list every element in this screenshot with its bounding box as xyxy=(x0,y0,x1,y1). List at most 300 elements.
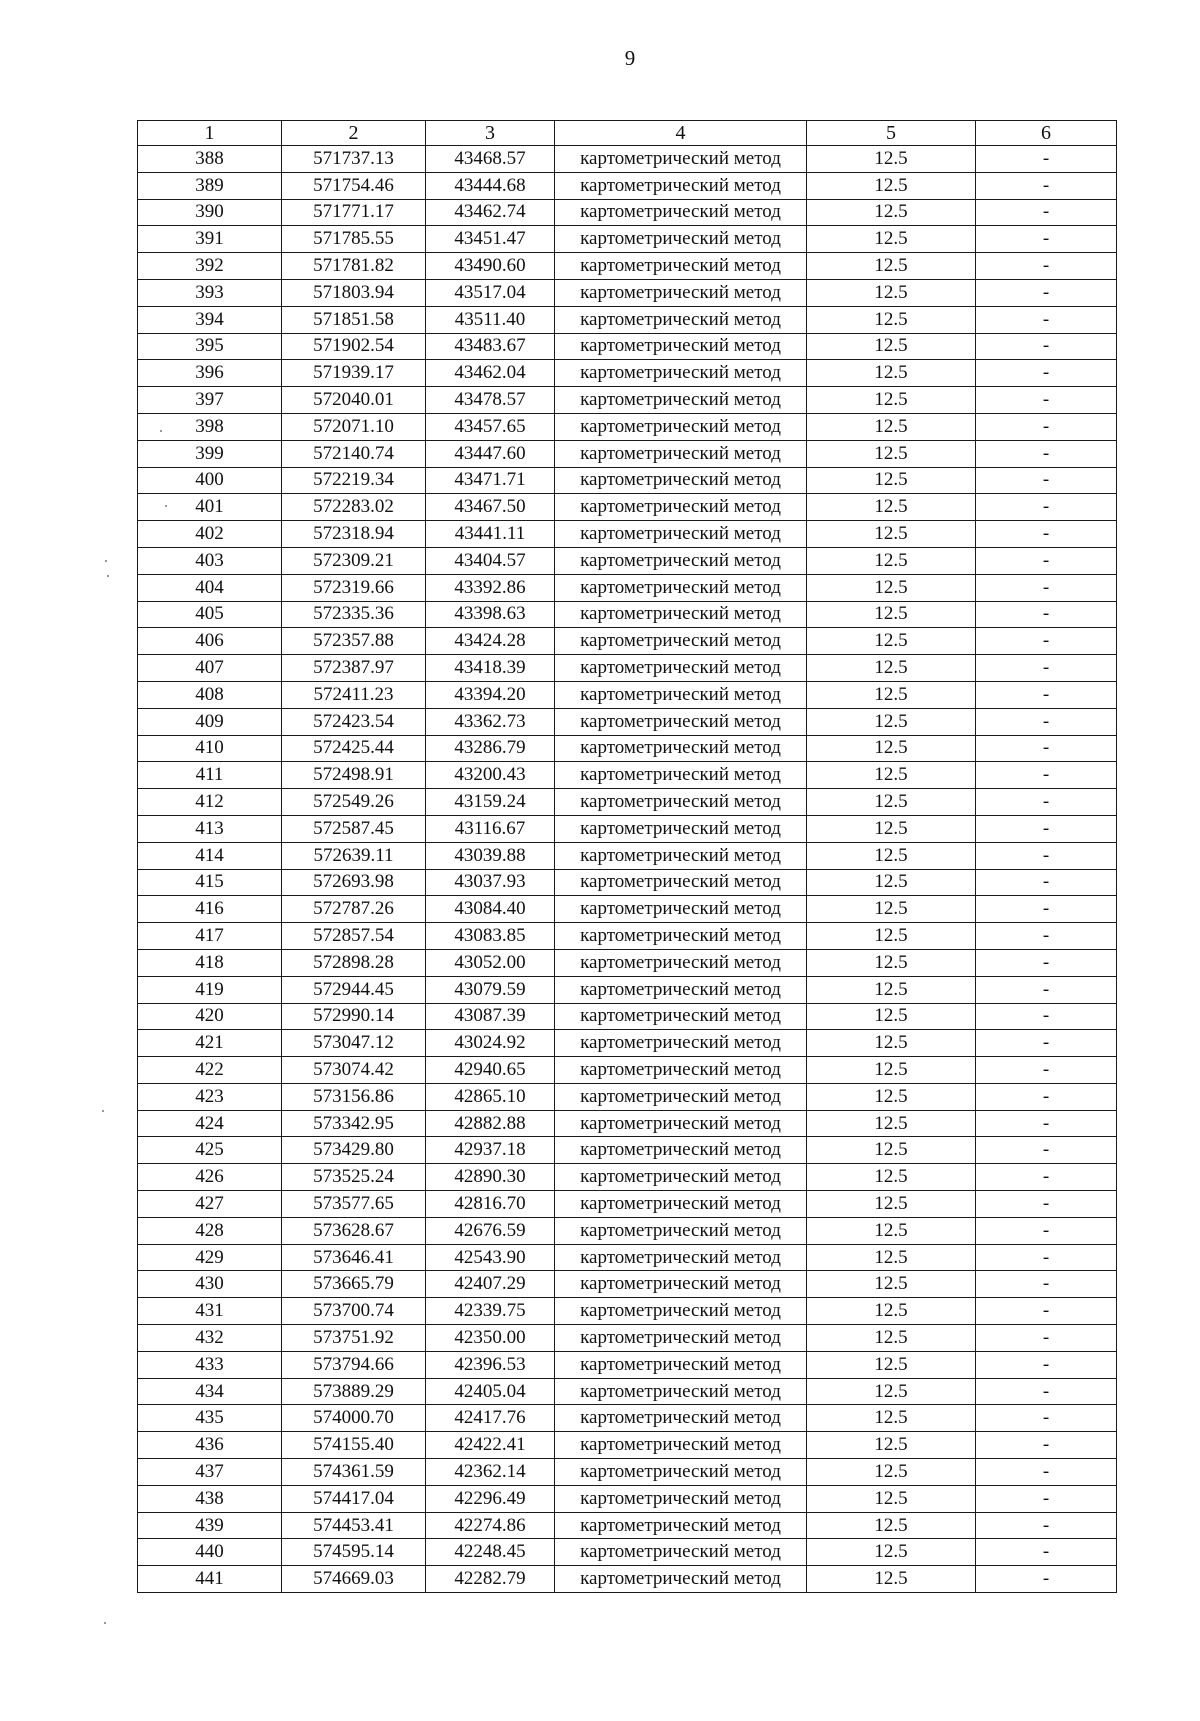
note-cell: - xyxy=(976,494,1117,521)
table-row xyxy=(138,1003,1117,1030)
y-coordinate-cell: 42282.79 xyxy=(426,1566,555,1593)
x-coordinate-cell: 571902.54 xyxy=(282,333,426,360)
point-number-cell: 422 xyxy=(138,1057,282,1084)
point-number-cell: 408 xyxy=(138,681,282,708)
y-coordinate-cell: 43039.88 xyxy=(426,842,555,869)
note-cell: - xyxy=(976,1566,1117,1593)
y-coordinate-cell: 42422.41 xyxy=(426,1432,555,1459)
method-cell: картометрический метод xyxy=(555,494,807,521)
table-row xyxy=(138,1512,1117,1539)
accuracy-cell: 12.5 xyxy=(807,467,976,494)
method-cell: картометрический метод xyxy=(555,1405,807,1432)
point-number-cell: 401 xyxy=(138,494,282,521)
accuracy-cell: 12.5 xyxy=(807,923,976,950)
accuracy-cell: 12.5 xyxy=(807,1164,976,1191)
note-cell: - xyxy=(976,1432,1117,1459)
note-cell: - xyxy=(976,1164,1117,1191)
y-coordinate-cell: 43467.50 xyxy=(426,494,555,521)
note-cell: - xyxy=(976,199,1117,226)
note-cell: - xyxy=(976,1030,1117,1057)
method-cell: картометрический метод xyxy=(555,1512,807,1539)
x-coordinate-cell: 572140.74 xyxy=(282,440,426,467)
y-coordinate-cell: 43079.59 xyxy=(426,976,555,1003)
point-number-cell: 399 xyxy=(138,440,282,467)
table-row xyxy=(138,1459,1117,1486)
accuracy-cell: 12.5 xyxy=(807,199,976,226)
table-row xyxy=(138,333,1117,360)
note-cell: - xyxy=(976,1244,1117,1271)
note-cell: - xyxy=(976,1110,1117,1137)
table-row xyxy=(138,869,1117,896)
method-cell: картометрический метод xyxy=(555,601,807,628)
y-coordinate-cell: 43471.71 xyxy=(426,467,555,494)
note-cell: - xyxy=(976,923,1117,950)
point-number-cell: 409 xyxy=(138,708,282,735)
note-cell: - xyxy=(976,1325,1117,1352)
point-number-cell: 407 xyxy=(138,655,282,682)
y-coordinate-cell: 43394.20 xyxy=(426,681,555,708)
method-cell: картометрический метод xyxy=(555,333,807,360)
x-coordinate-cell: 572898.28 xyxy=(282,949,426,976)
accuracy-cell: 12.5 xyxy=(807,306,976,333)
accuracy-cell: 12.5 xyxy=(807,494,976,521)
x-coordinate-cell: 574000.70 xyxy=(282,1405,426,1432)
point-number-cell: 430 xyxy=(138,1271,282,1298)
method-cell: картометрический метод xyxy=(555,655,807,682)
column-header: 4 xyxy=(555,121,807,146)
accuracy-cell: 12.5 xyxy=(807,1405,976,1432)
point-number-cell: 438 xyxy=(138,1485,282,1512)
method-cell: картометрический метод xyxy=(555,413,807,440)
table-row xyxy=(138,655,1117,682)
note-cell: - xyxy=(976,1271,1117,1298)
table-row xyxy=(138,1325,1117,1352)
page-number: 9 xyxy=(624,46,636,70)
x-coordinate-cell: 572787.26 xyxy=(282,896,426,923)
note-cell: - xyxy=(976,146,1117,173)
accuracy-cell: 12.5 xyxy=(807,440,976,467)
accuracy-cell: 12.5 xyxy=(807,146,976,173)
accuracy-cell: 12.5 xyxy=(807,1191,976,1218)
note-cell: - xyxy=(976,842,1117,869)
x-coordinate-cell: 571737.13 xyxy=(282,146,426,173)
note-cell: - xyxy=(976,440,1117,467)
point-number-cell: 423 xyxy=(138,1083,282,1110)
accuracy-cell: 12.5 xyxy=(807,1539,976,1566)
accuracy-cell: 12.5 xyxy=(807,976,976,1003)
x-coordinate-cell: 572423.54 xyxy=(282,708,426,735)
point-number-cell: 418 xyxy=(138,949,282,976)
table-row xyxy=(138,896,1117,923)
accuracy-cell: 12.5 xyxy=(807,869,976,896)
y-coordinate-cell: 43462.04 xyxy=(426,360,555,387)
y-coordinate-cell: 43052.00 xyxy=(426,949,555,976)
method-cell: картометрический метод xyxy=(555,1110,807,1137)
y-coordinate-cell: 43418.39 xyxy=(426,655,555,682)
accuracy-cell: 12.5 xyxy=(807,655,976,682)
method-cell: картометрический метод xyxy=(555,1298,807,1325)
accuracy-cell: 12.5 xyxy=(807,601,976,628)
x-coordinate-cell: 574669.03 xyxy=(282,1566,426,1593)
x-coordinate-cell: 572693.98 xyxy=(282,869,426,896)
point-number-cell: 431 xyxy=(138,1298,282,1325)
point-number-cell: 406 xyxy=(138,628,282,655)
accuracy-cell: 12.5 xyxy=(807,1244,976,1271)
note-cell: - xyxy=(976,574,1117,601)
method-cell: картометрический метод xyxy=(555,306,807,333)
method-cell: картометрический метод xyxy=(555,842,807,869)
accuracy-cell: 12.5 xyxy=(807,1217,976,1244)
y-coordinate-cell: 42417.76 xyxy=(426,1405,555,1432)
y-coordinate-cell: 43457.65 xyxy=(426,413,555,440)
x-coordinate-cell: 572990.14 xyxy=(282,1003,426,1030)
y-coordinate-cell: 43468.57 xyxy=(426,146,555,173)
accuracy-cell: 12.5 xyxy=(807,1057,976,1084)
table-row xyxy=(138,1378,1117,1405)
method-cell: картометрический метод xyxy=(555,762,807,789)
accuracy-cell: 12.5 xyxy=(807,628,976,655)
method-cell: картометрический метод xyxy=(555,226,807,253)
x-coordinate-cell: 572639.11 xyxy=(282,842,426,869)
accuracy-cell: 12.5 xyxy=(807,815,976,842)
table-header-row xyxy=(138,121,1117,146)
y-coordinate-cell: 43490.60 xyxy=(426,253,555,280)
x-coordinate-cell: 572425.44 xyxy=(282,735,426,762)
method-cell: картометрический метод xyxy=(555,1217,807,1244)
point-number-cell: 410 xyxy=(138,735,282,762)
table-row xyxy=(138,306,1117,333)
accuracy-cell: 12.5 xyxy=(807,1351,976,1378)
note-cell: - xyxy=(976,360,1117,387)
accuracy-cell: 12.5 xyxy=(807,1566,976,1593)
method-cell: картометрический метод xyxy=(555,1164,807,1191)
table-row xyxy=(138,815,1117,842)
accuracy-cell: 12.5 xyxy=(807,1110,976,1137)
method-cell: картометрический метод xyxy=(555,146,807,173)
y-coordinate-cell: 42350.00 xyxy=(426,1325,555,1352)
method-cell: картометрический метод xyxy=(555,1083,807,1110)
method-cell: картометрический метод xyxy=(555,1485,807,1512)
point-number-cell: 395 xyxy=(138,333,282,360)
method-cell: картометрический метод xyxy=(555,628,807,655)
point-number-cell: 434 xyxy=(138,1378,282,1405)
y-coordinate-cell: 43398.63 xyxy=(426,601,555,628)
table-row xyxy=(138,494,1117,521)
accuracy-cell: 12.5 xyxy=(807,333,976,360)
table-row xyxy=(138,547,1117,574)
x-coordinate-cell: 573889.29 xyxy=(282,1378,426,1405)
x-coordinate-cell: 573665.79 xyxy=(282,1271,426,1298)
x-coordinate-cell: 573577.65 xyxy=(282,1191,426,1218)
point-number-cell: 411 xyxy=(138,762,282,789)
method-cell: картометрический метод xyxy=(555,1432,807,1459)
note-cell: - xyxy=(976,1485,1117,1512)
y-coordinate-cell: 43087.39 xyxy=(426,1003,555,1030)
accuracy-cell: 12.5 xyxy=(807,172,976,199)
table-row xyxy=(138,789,1117,816)
accuracy-cell: 12.5 xyxy=(807,1003,976,1030)
method-cell: картометрический метод xyxy=(555,815,807,842)
y-coordinate-cell: 43286.79 xyxy=(426,735,555,762)
y-coordinate-cell: 43511.40 xyxy=(426,306,555,333)
x-coordinate-cell: 573156.86 xyxy=(282,1083,426,1110)
accuracy-cell: 12.5 xyxy=(807,842,976,869)
note-cell: - xyxy=(976,521,1117,548)
note-cell: - xyxy=(976,976,1117,1003)
note-cell: - xyxy=(976,306,1117,333)
table-row xyxy=(138,1244,1117,1271)
y-coordinate-cell: 43483.67 xyxy=(426,333,555,360)
point-number-cell: 397 xyxy=(138,387,282,414)
table-row xyxy=(138,1432,1117,1459)
note-cell: - xyxy=(976,467,1117,494)
point-number-cell: 429 xyxy=(138,1244,282,1271)
method-cell: картометрический метод xyxy=(555,387,807,414)
y-coordinate-cell: 42882.88 xyxy=(426,1110,555,1137)
table-row xyxy=(138,199,1117,226)
x-coordinate-cell: 573047.12 xyxy=(282,1030,426,1057)
note-cell: - xyxy=(976,601,1117,628)
note-cell: - xyxy=(976,708,1117,735)
note-cell: - xyxy=(976,869,1117,896)
x-coordinate-cell: 572318.94 xyxy=(282,521,426,548)
table-row xyxy=(138,1271,1117,1298)
x-coordinate-cell: 571851.58 xyxy=(282,306,426,333)
x-coordinate-cell: 571754.46 xyxy=(282,172,426,199)
note-cell: - xyxy=(976,413,1117,440)
column-header: 5 xyxy=(807,121,976,146)
y-coordinate-cell: 42296.49 xyxy=(426,1485,555,1512)
note-cell: - xyxy=(976,789,1117,816)
table-row xyxy=(138,279,1117,306)
x-coordinate-cell: 573646.41 xyxy=(282,1244,426,1271)
point-number-cell: 396 xyxy=(138,360,282,387)
y-coordinate-cell: 42937.18 xyxy=(426,1137,555,1164)
accuracy-cell: 12.5 xyxy=(807,1432,976,1459)
point-number-cell: 436 xyxy=(138,1432,282,1459)
x-coordinate-cell: 574155.40 xyxy=(282,1432,426,1459)
accuracy-cell: 12.5 xyxy=(807,896,976,923)
table-row xyxy=(138,762,1117,789)
table-row xyxy=(138,467,1117,494)
y-coordinate-cell: 42676.59 xyxy=(426,1217,555,1244)
y-coordinate-cell: 42890.30 xyxy=(426,1164,555,1191)
column-header: 2 xyxy=(282,121,426,146)
x-coordinate-cell: 572319.66 xyxy=(282,574,426,601)
y-coordinate-cell: 43441.11 xyxy=(426,521,555,548)
accuracy-cell: 12.5 xyxy=(807,949,976,976)
method-cell: картометрический метод xyxy=(555,1271,807,1298)
table-row xyxy=(138,1030,1117,1057)
method-cell: картометрический метод xyxy=(555,1244,807,1271)
point-number-cell: 389 xyxy=(138,172,282,199)
x-coordinate-cell: 572219.34 xyxy=(282,467,426,494)
table-row xyxy=(138,842,1117,869)
x-coordinate-cell: 573074.42 xyxy=(282,1057,426,1084)
x-coordinate-cell: 572309.21 xyxy=(282,547,426,574)
x-coordinate-cell: 571939.17 xyxy=(282,360,426,387)
point-number-cell: 415 xyxy=(138,869,282,896)
note-cell: - xyxy=(976,547,1117,574)
accuracy-cell: 12.5 xyxy=(807,387,976,414)
point-number-cell: 440 xyxy=(138,1539,282,1566)
table-row xyxy=(138,1485,1117,1512)
y-coordinate-cell: 42362.14 xyxy=(426,1459,555,1486)
note-cell: - xyxy=(976,172,1117,199)
accuracy-cell: 12.5 xyxy=(807,1030,976,1057)
x-coordinate-cell: 574595.14 xyxy=(282,1539,426,1566)
table-row xyxy=(138,601,1117,628)
table-row xyxy=(138,1405,1117,1432)
table-row xyxy=(138,1217,1117,1244)
accuracy-cell: 12.5 xyxy=(807,1485,976,1512)
accuracy-cell: 12.5 xyxy=(807,521,976,548)
method-cell: картометрический метод xyxy=(555,279,807,306)
table-row xyxy=(138,172,1117,199)
table-row xyxy=(138,1351,1117,1378)
table-row xyxy=(138,628,1117,655)
accuracy-cell: 12.5 xyxy=(807,226,976,253)
method-cell: картометрический метод xyxy=(555,976,807,1003)
x-coordinate-cell: 573429.80 xyxy=(282,1137,426,1164)
table-row xyxy=(138,735,1117,762)
method-cell: картометрический метод xyxy=(555,1030,807,1057)
y-coordinate-cell: 43478.57 xyxy=(426,387,555,414)
x-coordinate-cell: 572387.97 xyxy=(282,655,426,682)
y-coordinate-cell: 43451.47 xyxy=(426,226,555,253)
method-cell: картометрический метод xyxy=(555,869,807,896)
x-coordinate-cell: 573525.24 xyxy=(282,1164,426,1191)
method-cell: картометрический метод xyxy=(555,360,807,387)
note-cell: - xyxy=(976,226,1117,253)
x-coordinate-cell: 572944.45 xyxy=(282,976,426,1003)
y-coordinate-cell: 43447.60 xyxy=(426,440,555,467)
method-cell: картометрический метод xyxy=(555,735,807,762)
table-row xyxy=(138,413,1117,440)
accuracy-cell: 12.5 xyxy=(807,762,976,789)
method-cell: картометрический метод xyxy=(555,1566,807,1593)
accuracy-cell: 12.5 xyxy=(807,279,976,306)
method-cell: картометрический метод xyxy=(555,199,807,226)
table-row xyxy=(138,1057,1117,1084)
point-number-cell: 400 xyxy=(138,467,282,494)
point-number-cell: 402 xyxy=(138,521,282,548)
method-cell: картометрический метод xyxy=(555,1378,807,1405)
y-coordinate-cell: 42940.65 xyxy=(426,1057,555,1084)
y-coordinate-cell: 43200.43 xyxy=(426,762,555,789)
point-number-cell: 425 xyxy=(138,1137,282,1164)
x-coordinate-cell: 573700.74 xyxy=(282,1298,426,1325)
x-coordinate-cell: 574417.04 xyxy=(282,1485,426,1512)
table-row xyxy=(138,253,1117,280)
note-cell: - xyxy=(976,1003,1117,1030)
column-header: 1 xyxy=(138,121,282,146)
x-coordinate-cell: 571785.55 xyxy=(282,226,426,253)
table-row xyxy=(138,1083,1117,1110)
y-coordinate-cell: 42339.75 xyxy=(426,1298,555,1325)
accuracy-cell: 12.5 xyxy=(807,574,976,601)
x-coordinate-cell: 572357.88 xyxy=(282,628,426,655)
y-coordinate-cell: 43392.86 xyxy=(426,574,555,601)
note-cell: - xyxy=(976,735,1117,762)
y-coordinate-cell: 43517.04 xyxy=(426,279,555,306)
note-cell: - xyxy=(976,1298,1117,1325)
table-row xyxy=(138,681,1117,708)
table-row xyxy=(138,146,1117,173)
note-cell: - xyxy=(976,387,1117,414)
y-coordinate-cell: 43424.28 xyxy=(426,628,555,655)
accuracy-cell: 12.5 xyxy=(807,735,976,762)
point-number-cell: 412 xyxy=(138,789,282,816)
point-number-cell: 417 xyxy=(138,923,282,950)
y-coordinate-cell: 42407.29 xyxy=(426,1271,555,1298)
accuracy-cell: 12.5 xyxy=(807,1325,976,1352)
column-header: 3 xyxy=(426,121,555,146)
table-row xyxy=(138,708,1117,735)
y-coordinate-cell: 42543.90 xyxy=(426,1244,555,1271)
x-coordinate-cell: 571771.17 xyxy=(282,199,426,226)
table-row xyxy=(138,226,1117,253)
method-cell: картометрический метод xyxy=(555,1325,807,1352)
table-row xyxy=(138,1164,1117,1191)
accuracy-cell: 12.5 xyxy=(807,360,976,387)
accuracy-cell: 12.5 xyxy=(807,1378,976,1405)
y-coordinate-cell: 42248.45 xyxy=(426,1539,555,1566)
accuracy-cell: 12.5 xyxy=(807,789,976,816)
point-number-cell: 437 xyxy=(138,1459,282,1486)
table-row xyxy=(138,1298,1117,1325)
note-cell: - xyxy=(976,762,1117,789)
x-coordinate-cell: 574361.59 xyxy=(282,1459,426,1486)
method-cell: картометрический метод xyxy=(555,172,807,199)
note-cell: - xyxy=(976,1459,1117,1486)
method-cell: картометрический метод xyxy=(555,440,807,467)
note-cell: - xyxy=(976,655,1117,682)
x-coordinate-cell: 572587.45 xyxy=(282,815,426,842)
point-number-cell: 439 xyxy=(138,1512,282,1539)
note-cell: - xyxy=(976,1083,1117,1110)
point-number-cell: 388 xyxy=(138,146,282,173)
note-cell: - xyxy=(976,1351,1117,1378)
y-coordinate-cell: 43159.24 xyxy=(426,789,555,816)
accuracy-cell: 12.5 xyxy=(807,708,976,735)
y-coordinate-cell: 43116.67 xyxy=(426,815,555,842)
accuracy-cell: 12.5 xyxy=(807,253,976,280)
y-coordinate-cell: 43037.93 xyxy=(426,869,555,896)
method-cell: картометрический метод xyxy=(555,467,807,494)
method-cell: картометрический метод xyxy=(555,708,807,735)
method-cell: картометрический метод xyxy=(555,1057,807,1084)
note-cell: - xyxy=(976,949,1117,976)
point-number-cell: 404 xyxy=(138,574,282,601)
note-cell: - xyxy=(976,1539,1117,1566)
method-cell: картометрический метод xyxy=(555,896,807,923)
method-cell: картометрический метод xyxy=(555,574,807,601)
table-row xyxy=(138,521,1117,548)
accuracy-cell: 12.5 xyxy=(807,413,976,440)
method-cell: картометрический метод xyxy=(555,949,807,976)
point-number-cell: 391 xyxy=(138,226,282,253)
accuracy-cell: 12.5 xyxy=(807,1271,976,1298)
point-number-cell: 403 xyxy=(138,547,282,574)
y-coordinate-cell: 42274.86 xyxy=(426,1512,555,1539)
x-coordinate-cell: 571781.82 xyxy=(282,253,426,280)
y-coordinate-cell: 43462.74 xyxy=(426,199,555,226)
point-number-cell: 419 xyxy=(138,976,282,1003)
point-number-cell: 427 xyxy=(138,1191,282,1218)
table-row xyxy=(138,1566,1117,1593)
y-coordinate-cell: 42396.53 xyxy=(426,1351,555,1378)
